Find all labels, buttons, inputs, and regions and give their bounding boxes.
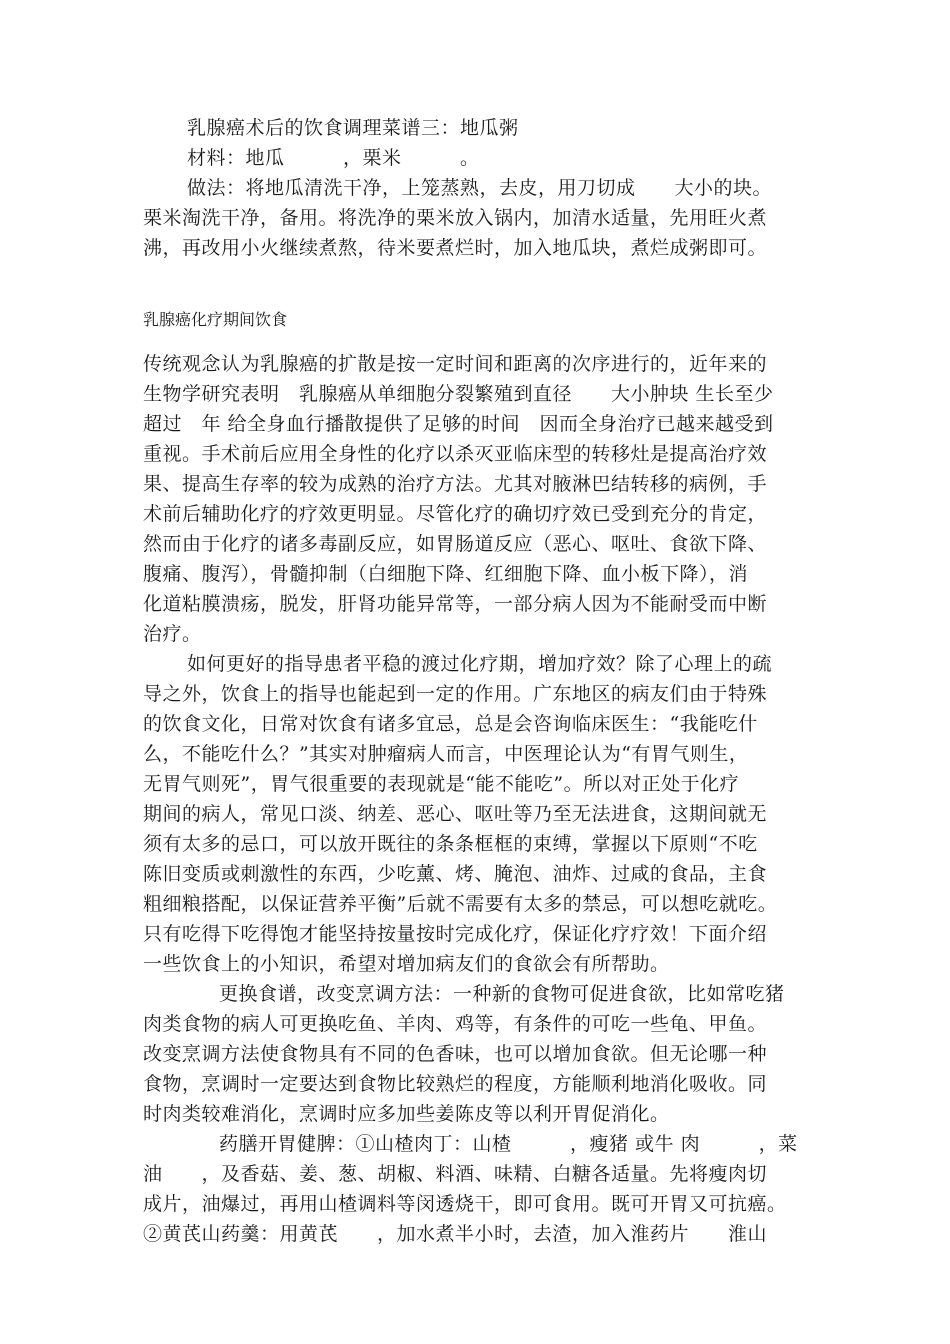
paragraph-background xyxy=(143,349,813,649)
text-line: 陈旧变质或刺激性的东西，少吃薰、烤、腌泡、油炸、过咸的食品，主食 xyxy=(143,863,768,885)
chemo-diet-section xyxy=(143,308,813,1249)
text-line: 导之外，饮食上的指导也能起到一定的作用。广东地区的病友们由于特殊 xyxy=(143,683,768,705)
text-line: 重视。手术前后应用全身性的化疗以杀灭亚临床型的转移灶是提高治疗效 xyxy=(143,443,768,465)
text-line: 么，不能吃什么？”其实对肿瘤病人而言，中医理论认为“有胃气则生， xyxy=(143,743,749,765)
text-line: 化道粘膜溃疡，脱发，肝肾功能异常等，一部分病人因为不能耐受而中断 xyxy=(143,593,768,615)
text-line: 然而由于化疗的诸多毒副反应，如胃肠道反应（恶心、呕吐、食欲下降、 xyxy=(143,533,768,555)
recipe-title: 乳腺癌术后的饮食调理菜谱三：地瓜粥 xyxy=(187,117,519,139)
text-line: 药膳开胃健脾：①山楂肉丁：山楂 ，瘦猪 或牛 肉 ，菜 xyxy=(219,1133,798,1155)
text-line: 无胃气则死”，胃气很重要的表现就是“能不能吃”。所以对正处于化疗 xyxy=(143,773,740,795)
text-line: ②黄芪山药羹：用黄芪 ，加水煮半小时，去渣，加入淮药片 淮山 xyxy=(143,1223,768,1245)
text-line: 果、提高生存率的较为成熟的治疗方法。尤其对腋淋巴结转移的病例，手 xyxy=(143,473,768,495)
text-line: 术前后辅助化疗的疗效更明显。尽管化疗的确切疗效已受到充分的肯定， xyxy=(143,503,768,525)
text-line: 传统观念认为乳腺癌的扩散是按一定时间和距离的次序进行的，近年来的 xyxy=(143,353,768,375)
paragraph-guidance xyxy=(143,649,813,979)
text-line: 时肉类较难消化，烹调时应多加些姜陈皮等以利开胃促消化。 xyxy=(143,1103,670,1125)
recipe-method-line: 沸，再改用小火继续煮熬，待米要煮烂时，加入地瓜块，煮烂成粥即可。 xyxy=(143,237,768,259)
text-line: 如何更好的指导患者平稳的渡过化疗期，增加疗效？除了心理上的疏 xyxy=(187,653,773,675)
recipe-section xyxy=(143,113,813,263)
text-line: 只有吃得下吃得饱才能坚持按量按时完成化疗，保证化疗疗效！下面介绍 xyxy=(143,923,768,945)
text-line: 粗细粮搭配，以保证营养平衡”后就不需要有太多的禁忌，可以想吃就吃。 xyxy=(143,893,778,915)
text-line: 成片，油爆过，再用山楂调料等闵透烧干，即可食用。既可开胃又可抗癌。 xyxy=(143,1193,787,1215)
text-line: 治疗。 xyxy=(143,623,202,645)
paragraph-recipes-change xyxy=(143,979,813,1129)
text-line: 改变烹调方法使食物具有不同的色香味，也可以增加食欲。但无论哪一种 xyxy=(143,1043,768,1065)
text-line: 须有太多的忌口，可以放开既往的条条框框的束缚，掌握以下原则“不吃 xyxy=(143,833,758,855)
text-line: 一些饮食上的小知识，希望对增加病友们的食欲会有所帮助。 xyxy=(143,953,670,975)
recipe-method-line: 栗米淘洗干净，备用。将洗净的栗米放入锅内，加清水适量，先用旺火煮 xyxy=(143,207,768,229)
text-line: 更换食谱，改变烹调方法：一种新的食物可促进食欲，比如常吃猪 xyxy=(219,983,785,1005)
recipe-method-line: 做法：将地瓜清洗干净，上笼蒸熟，去皮，用刀切成 大小的块。 xyxy=(187,177,773,199)
text-line: 腹痛、腹泻），骨髓抑制（白细胞下降、红细胞下降、血小板下降），消 xyxy=(143,563,749,585)
text-line: 超过 年 给全身血行播散提供了足够的时间 因而全身治疗已越来越受到 xyxy=(143,413,774,435)
paragraph-medicinal-diet xyxy=(143,1129,813,1249)
section-heading: 乳腺癌化疗期间饮食 xyxy=(143,310,288,329)
text-line: 期间的病人，常见口淡、纳差、恶心、呕吐等乃至无法进食，这期间就无 xyxy=(143,803,768,825)
text-line: 油 ，及香菇、姜、葱、胡椒、料酒、味精、白糖各适量。先将瘦肉切 xyxy=(143,1163,768,1185)
text-line: 肉类食物的病人可更换吃鱼、羊肉、鸡等，有条件的可吃一些龟、甲鱼。 xyxy=(143,1013,768,1035)
recipe-materials: 材料：地瓜 ，栗米 。 xyxy=(187,147,480,169)
text-line: 的饮食文化，日常对饮食有诸多宜忌，总是会咨询临床医生：“我能吃什 xyxy=(143,713,758,735)
text-line: 食物，烹调时一定要达到食物比较熟烂的程度，方能顺利地消化吸收。同 xyxy=(143,1073,768,1095)
text-line: 生物学研究表明 乳腺癌从单细胞分裂繁殖到直径 大小肿块 生长至少 xyxy=(143,383,774,405)
